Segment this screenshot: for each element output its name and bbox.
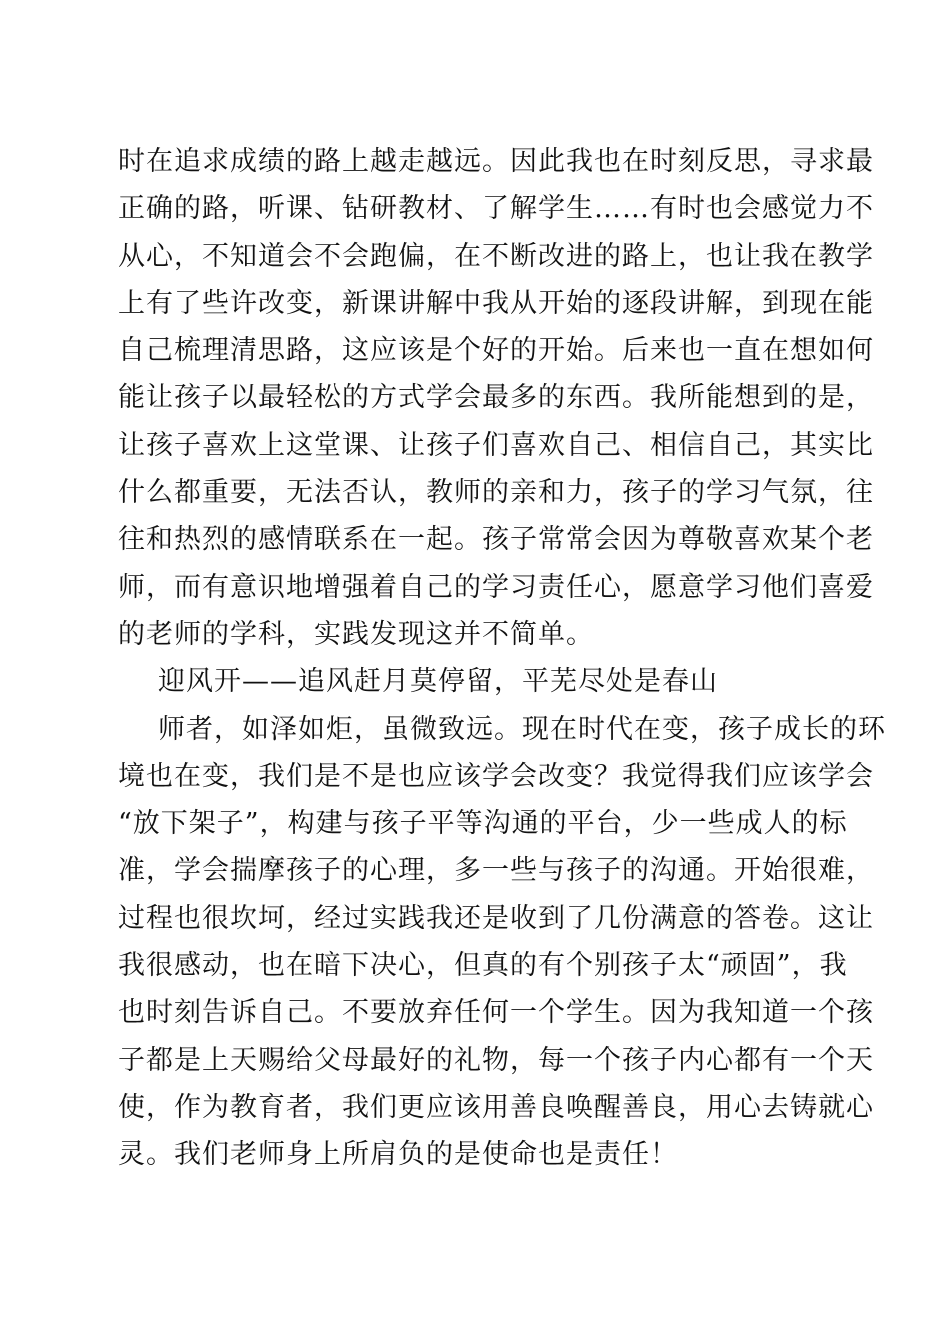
- text-line: 师，而有意识地增强着自己的学习责任心，愿意学习他们喜爱: [118, 571, 874, 603]
- text-line: 从心，不知道会不会跑偏，在不断改进的路上，也让我在教学: [118, 240, 874, 272]
- text-line: 时在追求成绩的路上越走越远。因此我也在时刻反思，寻求最: [118, 146, 874, 177]
- text-line: 灵。我们老师身上所肩负的是使命也是责任！: [118, 1139, 678, 1171]
- text-line: 境也在变，我们是不是也应该学会改变？我觉得我们应该学会: [118, 760, 874, 792]
- text-line: “放下架子”，构建与孩子平等沟通的平台，少一些成人的标: [118, 808, 848, 840]
- text-line: 子都是上天赐给父母最好的礼物，每一个孩子内心都有一个天: [118, 1044, 874, 1076]
- text-line: 让孩子喜欢上这堂课、让孩子们喜欢自己、相信自己，其实比: [118, 429, 874, 461]
- text-line: 我很感动，也在暗下决心，但真的有个别孩子太“顽固”，我: [118, 950, 848, 982]
- paragraph-first-line: 师者，如泽如炬，虽微致远。现在时代在变，孩子成长的环: [158, 713, 886, 745]
- section-heading: 迎风开——追风赶月莫停留，平芜尽处是春山: [158, 666, 718, 698]
- text-line: 过程也很坎坷，经过实践我还是收到了几份满意的答卷。这让: [118, 902, 874, 934]
- text-line: 准，学会揣摩孩子的心理，多一些与孩子的沟通。开始很难，: [118, 855, 874, 887]
- text-line: 上有了些许改变，新课讲解中我从开始的逐段讲解，到现在能: [118, 287, 874, 319]
- text-line: 也时刻告诉自己。不要放弃任何一个学生。因为我知道一个孩: [118, 997, 874, 1029]
- text-line: 什么都重要，无法否认，教师的亲和力，孩子的学习气氛，往: [118, 477, 874, 509]
- text-line: 能让孩子以最轻松的方式学会最多的东西。我所能想到的是，: [118, 382, 874, 414]
- text-line: 使，作为教育者，我们更应该用善良唤醒善良，用心去铸就心: [118, 1091, 874, 1123]
- text-line: 自己梳理清思路，这应该是个好的开始。后来也一直在想如何: [118, 335, 874, 367]
- text-line: 的老师的学科，实践发现这并不简单。: [118, 618, 594, 650]
- text-line: 正确的路，听课、钻研教材、了解学生……有时也会感觉力不: [118, 193, 874, 225]
- text-line: 往和热烈的感情联系在一起。孩子常常会因为尊敬喜欢某个老: [118, 524, 874, 556]
- document-body: [118, 138, 886, 1179]
